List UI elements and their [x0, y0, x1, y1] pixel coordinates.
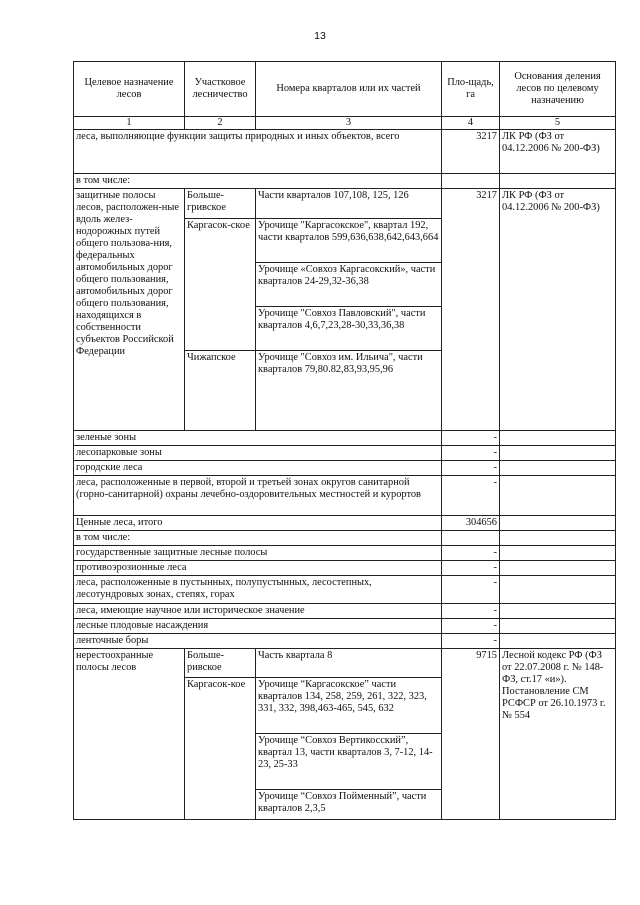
table-row [74, 476, 616, 516]
row-label: защитные полосы лесов, расположен-ные вдоль желез-нодорожных путей общего пользова-ния, федеральных автомобильных дорог общего пользования, автомобильных дорог общего пользования, находящихся в собственности субъектов Российской Федерации [74, 189, 185, 431]
table-row [74, 649, 616, 678]
table-row [74, 174, 616, 189]
row-basis: ЛК РФ (ФЗ от 04.12.2006 № 200-ФЗ) [500, 130, 616, 174]
row-label: государственные защитные лесные полосы [74, 546, 442, 561]
row-forestry: Чижапское [185, 351, 256, 431]
row-forestry: Каргасок-ское [185, 219, 256, 351]
row-quarters: Урочище "Совхоз Павловский", части кварталов 4,6,7,23,28-30,33,36,38 [256, 307, 442, 351]
row-forestry: Больше-ривское [185, 649, 256, 678]
table-row [74, 516, 616, 531]
column-number: 5 [500, 117, 616, 130]
row-area: - [442, 576, 500, 604]
row-area: - [442, 546, 500, 561]
row-area: - [442, 561, 500, 576]
row-label: леса, расположенные в пустынных, полупустынных, лесостепных, лесотундровых зонах, степях, горах [74, 576, 442, 604]
row-label: леса, имеющие научное или историческое значение [74, 604, 442, 619]
row-forestry: Больше-гривское [185, 189, 256, 219]
header-purpose: Целевое назначение лесов [74, 62, 185, 117]
header-basis: Основания деления лесов по целевому назначению [500, 62, 616, 117]
column-number: 4 [442, 117, 500, 130]
row-quarters: Урочище "Каргасокское", квартал 192, части кварталов 599,636,638,642,643,664 [256, 219, 442, 263]
row-area: - [442, 461, 500, 476]
table-row [74, 619, 616, 634]
row-label: Ценные леса, итого [74, 516, 442, 531]
row-label: ленточные боры [74, 634, 442, 649]
row-forestry: Каргасок-кое [185, 678, 256, 820]
row-label: в том числе: [74, 531, 442, 546]
row-area: - [442, 476, 500, 516]
page-number: 13 [314, 30, 326, 42]
table-row [74, 431, 616, 446]
row-label: лесные плодовые насаждения [74, 619, 442, 634]
table-row [74, 604, 616, 619]
forest-purpose-table [73, 61, 616, 820]
table-row [74, 546, 616, 561]
row-label: леса, расположенные в первой, второй и третьей зонах округов санитарной (горно-санитарной) охраны лечебно-оздоровительных местностей и курортов [74, 476, 442, 516]
row-area: 3217 [442, 130, 500, 174]
row-quarters: Урочище "Совхоз им. Ильича", части кварталов 79,80.82,83,93,95,96 [256, 351, 442, 431]
row-area: - [442, 634, 500, 649]
row-area: 304656 [442, 516, 500, 531]
header-forestry: Участковое лесничество [185, 62, 256, 117]
row-area: - [442, 431, 500, 446]
row-area: - [442, 619, 500, 634]
row-area: - [442, 604, 500, 619]
table-row [74, 461, 616, 476]
row-label: лесопарковые зоны [74, 446, 442, 461]
table-row [74, 576, 616, 604]
row-label: зеленые зоны [74, 431, 442, 446]
row-quarters: Урочище «Совхоз Каргасокский», части кварталов 24-29,32-36,38 [256, 263, 442, 307]
row-quarters: Урочище “Совхоз Вертикосский”, квартал 13, части кварталов 3, 7-12, 14-23, 25-33 [256, 734, 442, 790]
row-area: 9715 [442, 649, 500, 820]
row-label: в том числе: [74, 174, 442, 189]
row-quarters: Части кварталов 107,108, 125, 126 [256, 189, 442, 219]
table-row [74, 634, 616, 649]
row-quarters: Урочище “Каргасокское” части кварталов 134, 258, 259, 261, 322, 323, 331, 332, 398,463-465, 545, 632 [256, 678, 442, 734]
column-number: 1 [74, 117, 185, 130]
row-quarters: Часть квартала 8 [256, 649, 442, 678]
table-row [74, 531, 616, 546]
row-quarters: Урочище “Совхоз Пойменный”, части кварталов 2,3,5 [256, 790, 442, 820]
header-quarters: Номера кварталов или их частей [256, 62, 442, 117]
row-label: городские леса [74, 461, 442, 476]
row-label: леса, выполняющие функции защиты природных и иных объектов, всего [74, 130, 442, 174]
row-basis: Лесной кодекс РФ (ФЗ от 22.07.2008 г. № 148-ФЗ, ст.17 «и»). Постановление СМ РСФСР от 26.10.1973 г. № 554 [500, 649, 616, 820]
column-number: 2 [185, 117, 256, 130]
table-header-row [74, 62, 616, 117]
column-numbers-row [74, 117, 616, 130]
row-area: - [442, 446, 500, 461]
row-basis: ЛК РФ (ФЗ от 04.12.2006 № 200-ФЗ) [500, 189, 616, 431]
row-label: противоэрозионные леса [74, 561, 442, 576]
table-row [74, 130, 616, 174]
header-area: Пло-щадь, га [442, 62, 500, 117]
table-row [74, 189, 616, 219]
row-label: нерестоохранные полосы лесов [74, 649, 185, 820]
table-row [74, 561, 616, 576]
column-number: 3 [256, 117, 442, 130]
row-area: 3217 [442, 189, 500, 431]
table-row [74, 446, 616, 461]
